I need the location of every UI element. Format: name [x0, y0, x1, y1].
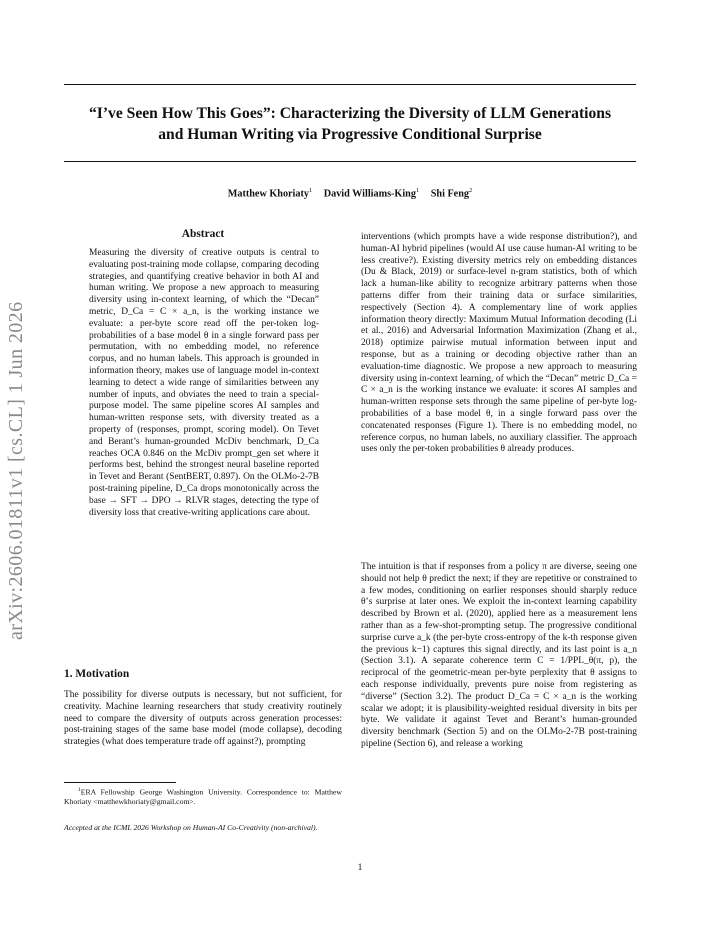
- body-paragraph: interventions (which prompts have a wide response distribution?), and human-AI hybrid pipelines (would AI use cause human-AI writing to be less creative?). Existing diversity metrics rely on embedding distances (Du & Black, 2019) or surface-level n-gram statistics, both of which lack a human-like ability to recognize arbitrary patterns when those patterns differ from their training data or surface similarities, respectively (Section 4). A complementary line of work applies information theory directly: Maximum Mutual Information decoding (Li et al., 2016) and Adversarial Information Maximization (Zhang et al., 2018) optimize pairwise mutual information between input and response, but as a training or decoding objective rather than an evaluation-time diagnostic. We propose a new approach to measuring diversity using in-context learning, of which the “Decan” metric D_Ca = C × a_n is the working instance we evaluate: it scores AI samples and human-written response sets through the same pipeline of per-byte log-probabilities of a base model θ, in a single forward pass over the concatenated responses (Figure 1). There is no embedding model, no reference corpus, no human labels, no auxiliary classifier. The approach uses only the per-token probabilities θ already produces.: [361, 232, 637, 455]
- bottom-rule: [64, 161, 636, 162]
- top-rule: [64, 84, 636, 85]
- author-list: [64, 187, 636, 199]
- footnote: [64, 786, 342, 806]
- page-number: 1: [357, 863, 363, 873]
- author-name: David Williams-King: [323, 188, 416, 200]
- abstract-heading: Abstract: [181, 228, 225, 240]
- section-body: [64, 690, 342, 749]
- footnote-text: ERA Fellowship George Washington University. Correspondence to: Matthew Khoriaty <matthewkhoriaty@gmail.com>.: [64, 787, 342, 806]
- right-column-paragraph-2: [361, 562, 637, 751]
- abstract-body: [89, 248, 319, 519]
- title-line-1: “I’ve Seen How This Goes”: Characterizing the Diversity of LLM Generations: [88, 105, 612, 122]
- paper-title: [64, 103, 636, 145]
- section-heading: 1. Motivation: [64, 668, 130, 680]
- right-column-paragraph-1: [361, 232, 637, 456]
- author-affil: 1: [415, 187, 420, 194]
- abstract-text: Measuring the diversity of creative outputs is central to evaluating post-training mode collapse, comparing decoding strategies, and quantifying creative behavior in both AI and human writing. We propose a new approach to measuring diversity using in-context learning, of which the “Decan” metric, D_Ca = C × a_n, is the working instance we evaluate: a per-byte score read off the per-token log-probabilities of a base model θ in a single forward pass per permutation, with no embedding model, no reference corpus, and no human labels. This approach is grounded in information theory, makes use of language model in-context learning to detect a wide range of similarities between any number of inputs, and obviates the need to train a special-purpose model. The same pipeline scores AI samples and human-written response sets, with diversity treated as a property of (responses, prompt, scoring model). On Tevet and Berant’s human-grounded McDiv benchmark, D_Ca reaches OCA 0.846 on the McDiv prompt_gen set where it performs best, behind the strongest neural baseline reported in Tevet and Berant (SentBERT, 0.897). On the OLMo-2-7B post-training pipeline, D_Ca drops monotonically across the base → SFT → DPO → RLVR stages, detecting the type of diversity loss that creative-writing applications care about.: [89, 248, 319, 518]
- author-name: Shi Feng: [430, 188, 469, 200]
- title-line-2: and Human Writing via Progressive Conditional Surprise: [158, 126, 542, 143]
- author-affil: 2: [468, 187, 473, 194]
- body-paragraph: The intuition is that if responses from a policy π are diverse, seeing one should not help θ predict the next; if they are repetitive or constrained to a few modes, conditioning on earlier responses should sharply reduce θ’s surprise at later ones. We exploit the in-context learning capability described by Brown et al. (2020), applied here as a measurement lens rather than as a few-shot-prompting setup. The progressive conditional surprise curve a_k (the per-byte cross-entropy of the k-th response given the previous k−1) captures this signal directly, and its last point is a_n (Section 3.1). A separate coherence term C = 1/PPL_θ(π, p), the reciprocal of the geometric-mean per-byte perplexity that θ assigns to each response individually, prevents pure noise from registering as “diverse” (Section 3.2). The product D_Ca = C × a_n is the working scalar we adopt; it is plausibility-weighted residual diversity in bits per byte. We validate it against Tevet and Berant’s human-grounded diversity benchmark (Section 5) and on the OLMo-2-7B post-training pipeline (Section 6), and release a working: [361, 562, 637, 749]
- footnote-rule: [64, 782, 176, 783]
- author-affil: 1: [308, 187, 313, 194]
- author-name: Matthew Khoriaty: [227, 188, 309, 200]
- section-paragraph: The possibility for diverse outputs is necessary, but not sufficient, for creativity. Machine learning researchers that study creativity routinely need to compare the diversity of outputs across generation processes: post-training stages of the same base model (mode collapse), decoding strategies (what does temperature trade off against?), prompting: [64, 690, 342, 748]
- footnote-affil: 1: [78, 787, 81, 793]
- acceptance-note: Accepted at the ICML 2026 Workshop on Human-AI Co-Creativity (non-archival).: [64, 823, 318, 832]
- arxiv-stamp: arXiv:2606.01811v1 [cs.CL] 1 Jun 2026: [5, 301, 27, 640]
